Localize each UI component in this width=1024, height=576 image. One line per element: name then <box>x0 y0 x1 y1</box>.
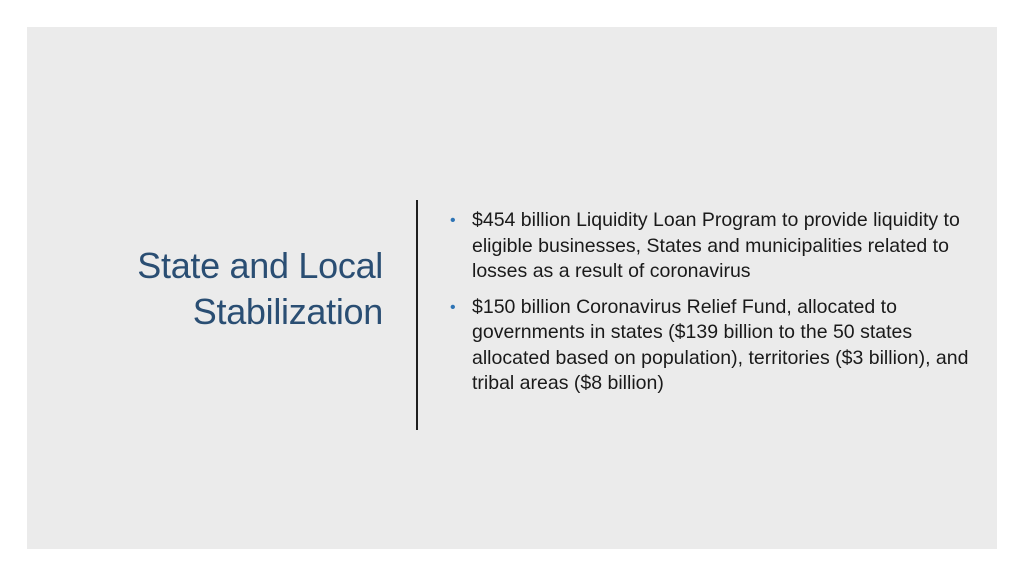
slide <box>27 27 997 549</box>
bullet-marker-icon: • <box>450 212 456 229</box>
bullet-list <box>448 208 988 407</box>
bullet-marker-icon: • <box>450 298 456 316</box>
vertical-divider <box>416 200 418 430</box>
bullet-item <box>448 208 988 285</box>
bullet-text: $454 billion Liquidity Loan Program to provide liquidity to eligible businesses, States and municipalities related to losses as a result of coronavirus <box>472 209 960 282</box>
bullet-text: $150 billion Coronavirus Relief Fund, allocated to governments in states ($139 billion to the 50 states allocated based on population), territories ($3 billion), and tribal areas ($8 billion) <box>472 295 969 394</box>
bullet-item <box>448 295 988 397</box>
slide-title-line-2: Stabilization <box>192 291 383 332</box>
slide-title <box>87 243 383 335</box>
slide-title-line-1: State and Local <box>137 245 383 286</box>
